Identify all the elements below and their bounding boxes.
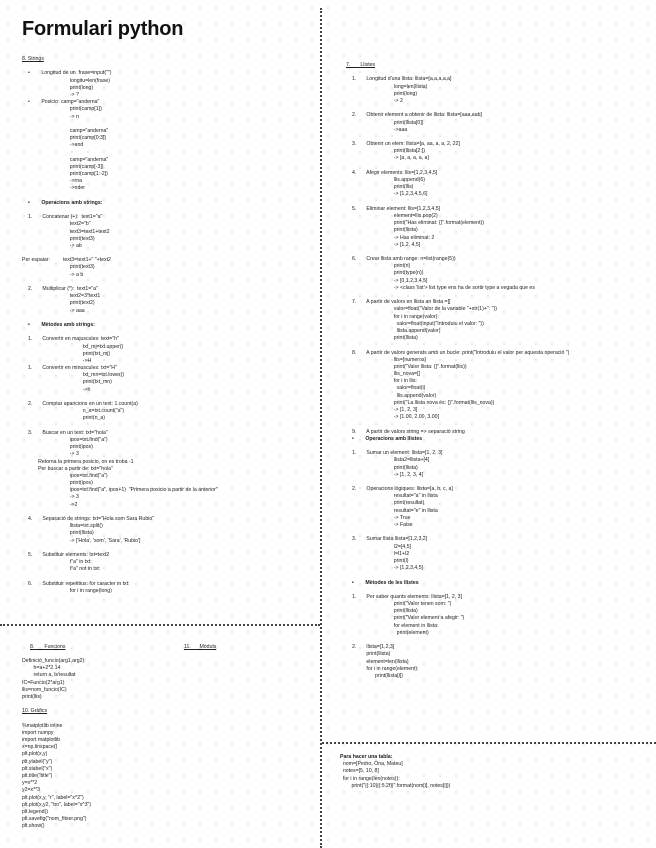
text-line: print(llista) <box>352 464 418 471</box>
text-line: print(n_a) <box>28 415 105 422</box>
text-line: ipos=txt.find("a") <box>28 472 108 479</box>
text-line: print(camp[1:-2]) <box>28 171 108 177</box>
strings-section <box>22 56 318 595</box>
text-line: print("Valor llista: {}".format(llis)) <box>352 363 467 370</box>
text-line: llista2=llista+[4] <box>352 457 430 464</box>
text-line: plt.ylabel("y") <box>22 758 53 765</box>
text-line <box>346 199 654 206</box>
functions-heading: 8. Funcions <box>30 644 66 650</box>
text-line: -> <class 'list'> list type ens ha de sortir type a vegada que es <box>352 284 535 291</box>
text-line <box>346 479 654 486</box>
text-line: text2="b" <box>28 221 91 228</box>
functions-graphics-section <box>22 658 318 831</box>
text-line: print(txt_mn) <box>28 379 112 386</box>
text-line: llis.append(6) <box>352 177 425 183</box>
text-line: print(camp[1]) <box>28 106 102 113</box>
text-line: text3=text1+text2 <box>28 228 110 235</box>
text-line: for i in range(element): <box>352 665 419 672</box>
text-line: Per espaiar: text3=text1+" "+text2 <box>22 257 111 264</box>
text-line: -> ['Hola', 'som', 'Sara', 'Rubio'] <box>28 537 141 544</box>
vertical-dotted-divider <box>320 8 322 848</box>
text-line: return a, b/resultat <box>22 672 76 679</box>
text-line: print(long) <box>28 84 94 91</box>
text-line: x=np.linspace() <box>22 744 58 751</box>
text-line: t"a" in txt: <box>28 559 92 566</box>
text-line: h=a+2*2.14 <box>22 665 61 672</box>
text-line: plt.savefig("nom_fitxer.png") <box>22 816 87 823</box>
text-line: valor=float(input("Introduiu el valor: ")) <box>352 320 484 327</box>
text-line: camp="anderna" <box>28 156 109 163</box>
text-line: • Mètodes de les llistes <box>352 579 419 586</box>
text-line <box>22 394 318 401</box>
text-line: llista.append(valor) <box>352 327 441 334</box>
text-line <box>346 421 654 428</box>
text-line: 1. Convertir en minuscules: txt="H" <box>28 365 117 372</box>
text-line: print(text3) <box>28 264 95 271</box>
text-line: print("La llista nova és: {}".format(llis_nova)) <box>352 399 495 406</box>
text-line: print(l) <box>352 557 409 564</box>
text-line: 5. Substituir elements: txt=text2 <box>28 551 110 558</box>
text-line: 2. llista=[1,2,3] <box>352 644 395 651</box>
text-line <box>22 193 318 200</box>
right-dotted-divider <box>322 742 656 744</box>
text-line: -> 3 <box>28 451 79 458</box>
text-line: Retorna la primera posicio, on es troba -1 <box>28 458 134 465</box>
text-line: -> ab <box>28 242 82 249</box>
page-title: Formulari python <box>22 18 184 40</box>
text-line: -> a b <box>28 271 84 278</box>
text-line: -> 2 <box>352 97 403 104</box>
text-line: 2. Comptar aparicions en un text: 1.count(a) <box>28 401 138 407</box>
text-line <box>346 342 654 349</box>
text-line: notes=[5, 10, 8] <box>340 768 379 775</box>
text-line: ->2 <box>28 501 78 508</box>
text-line: print(llista) <box>352 651 391 658</box>
text-line: • Mètodes amb strings: <box>28 321 95 328</box>
text-line: print("Valor tenen som: ") <box>352 601 452 608</box>
text-line: -> [1.00, 2.00, 3.00] <box>352 414 439 421</box>
text-line: plt.show() <box>22 823 45 830</box>
text-line: -> Has eliminat: 2 <box>352 234 435 241</box>
text-line <box>346 134 654 141</box>
text-line: llis_nova=[] <box>352 371 420 378</box>
text-line: ->nder <box>28 185 85 192</box>
text-line: -> False <box>352 522 413 528</box>
text-line: 6. Substituir repetitius: for caracter in txt: <box>28 580 130 587</box>
text-line: print(n) <box>352 263 411 270</box>
text-line <box>22 545 318 552</box>
text-line: print(llista) <box>352 335 418 342</box>
text-line <box>22 207 318 214</box>
text-line: • Posicio: camp="anderna" <box>28 99 100 106</box>
text-line: print(long) <box>352 90 418 97</box>
text-line: print(text3) <box>28 235 95 242</box>
text-line <box>22 315 318 322</box>
text-line <box>22 63 318 70</box>
text-line: ->h <box>28 386 91 393</box>
text-line: print(llista) <box>352 608 418 615</box>
text-line <box>22 574 318 581</box>
text-line: -> [0,1,2,3,4,5] <box>352 277 428 284</box>
text-line: for i in range(long) <box>28 587 112 594</box>
text-line: print("Valor element a afegir: ") <box>352 615 465 622</box>
text-line: 8. Strings <box>22 56 44 62</box>
text-line <box>22 509 318 516</box>
text-line: -> [1, 2, 3] <box>352 407 418 413</box>
text-line: import matplotlib <box>22 737 61 744</box>
text-line: -> ? <box>28 91 79 98</box>
text-line: 3. Buscar en un text: txt="hola" <box>28 429 108 436</box>
text-line <box>346 587 654 594</box>
text-line: IC=Funcio(2*arg1) <box>22 679 65 686</box>
text-line <box>22 716 318 723</box>
text-line <box>346 572 654 579</box>
text-line <box>346 163 654 170</box>
text-line: import numpy <box>22 729 54 736</box>
text-line: -> [1,2, 4,5] <box>352 241 421 248</box>
text-line: for i in range(len(notes)): <box>340 775 400 782</box>
text-line: ->H <box>28 357 92 364</box>
table-section <box>340 754 650 790</box>
text-line <box>22 121 318 128</box>
text-line: plt.plot(x,y2, "bo", label="x^3") <box>22 801 92 808</box>
text-line: -> n <box>28 113 79 120</box>
text-line: 5. Eliminar element: llis=[1,2,3,4,5] <box>352 205 441 212</box>
text-line: 1. Convertir en majuscules: text="h" <box>28 336 119 343</box>
text-line: print(type(n)) <box>352 270 424 277</box>
text-line: 7. Llistes <box>346 62 376 68</box>
text-line: 1. Per saber quants elements: llista=[1, 2, 3] <box>352 593 463 600</box>
text-line: txt_mn=txt.lower() <box>28 372 125 379</box>
text-line: print(element) <box>352 629 429 636</box>
text-line: print(ipos) <box>28 444 93 451</box>
text-line: y2=x**3 <box>22 787 41 794</box>
text-line: 4. Separació de strings: txt="Hola som Sara Rubio" <box>28 516 155 522</box>
text-line: -> 3 <box>28 494 79 501</box>
text-line: llis.append(valor) <box>352 392 437 399</box>
text-line: valor=float("Valor de la variable "+str(1)+": ")) <box>352 306 497 313</box>
text-line: Definició_funcio(arg1,arg2): <box>22 658 86 664</box>
text-line: Para hacer una tabla: <box>340 754 393 760</box>
text-line: %matplotlib inline <box>22 722 63 729</box>
text-line: plt.plot(x,y) <box>22 751 48 758</box>
text-line <box>346 292 654 299</box>
text-line: l2=[4,5] <box>352 543 411 550</box>
text-line: 1. Sumar un element: llista=[1, 2, 3] <box>352 450 443 457</box>
text-line <box>346 529 654 536</box>
text-line: print(camp[-3]) <box>28 163 104 170</box>
text-line: • Longitud de un frase=input("") <box>28 70 112 77</box>
text-line: ipos=txt.find("a") <box>28 436 108 443</box>
text-line: 8. A partir de valors generats amb un bucle: print("Introduiu el valor per aquesta operació ") <box>352 349 570 356</box>
text-line: long=len(llista) <box>352 83 428 90</box>
text-line: nom=[Pedro, Ona, Mateu] <box>340 761 403 768</box>
text-line: print(llista[2:]) <box>352 148 425 155</box>
text-line: 2. Multiplicar (*): text1="a" <box>28 286 98 292</box>
text-line: print(llista) <box>28 530 94 537</box>
text-line <box>22 279 318 286</box>
text-line: plt.title("title") <box>22 773 53 779</box>
text-line: for i in range(valor): <box>352 313 439 320</box>
text-line: 7. A partir de valors en llista an llista =[] <box>352 299 451 306</box>
text-line <box>22 149 318 156</box>
text-line: llista=txt.split() <box>28 523 103 530</box>
text-line: -> [1,2,3,4,5,6] <box>352 191 428 198</box>
text-line <box>346 105 654 112</box>
text-line: • Operacions amb llistes <box>352 435 423 442</box>
text-line: Per buscar a partir de: txt="hola" <box>28 465 113 472</box>
text-line: ->and <box>28 142 84 149</box>
text-line: • Operacions amb strings: <box>28 199 103 206</box>
text-line: llis=nom_funcio(IC) <box>22 686 67 693</box>
text-line: 4. Afegir elements: llis=[1,2,3,4,5] <box>352 169 438 176</box>
text-line: 2. Obtenir element a obtenir de llista: llista=[aaa,aab] <box>352 112 482 119</box>
text-line: -> [1, 2, 3, 4] <box>352 471 424 478</box>
text-line: longitu=len(frase) <box>28 77 111 84</box>
text-line: element=llis.pop(2) <box>352 212 438 219</box>
text-line <box>22 701 318 708</box>
text-line: valor=float(i) <box>352 385 426 392</box>
text-line: 2. Operacions lògiques: llista=[a, b, c, a] <box>352 486 453 493</box>
text-line: llis=[numeros] <box>352 356 426 363</box>
text-line <box>22 329 318 336</box>
text-line: print("|{:10}|{:5.2f}|".format(nom[i], notes[i])) <box>340 782 451 789</box>
text-line: print(llista[0]) <box>352 119 424 126</box>
text-line: 6. Crear llista amb range: n=list(range(5)) <box>352 256 456 263</box>
text-line: -> [1,2,3,4,5] <box>352 565 424 572</box>
text-line: resultat="e" in llista <box>352 507 438 514</box>
text-line <box>346 443 654 450</box>
text-line: print("Has eliminat: {}".format(element)) <box>352 220 484 227</box>
text-line: for i in llis: <box>352 378 417 385</box>
text-line <box>346 637 654 644</box>
text-line: print(llis) <box>352 184 414 191</box>
text-line: -> [a, a, a, a, a] <box>352 155 429 162</box>
text-line: plt.plot(x,y, "r", label="x^2") <box>22 794 84 801</box>
text-line: txt_mj=txt.upper() <box>28 343 124 350</box>
text-line: t"a" not in txt: <box>28 566 101 573</box>
left-dotted-divider <box>0 624 320 626</box>
text-line: ->rna <box>28 178 83 185</box>
text-line: camp="anderna" <box>28 127 109 134</box>
text-line: print(llis) <box>22 693 42 700</box>
text-line: print(text2) <box>28 300 95 307</box>
text-line: 1. Concatenar (+): text1="a" <box>28 214 103 221</box>
text-line: -> True <box>352 514 411 521</box>
text-line: print(ipos) <box>28 480 93 487</box>
text-line: -> aaa <box>28 307 85 314</box>
text-line: print(camp[0:3]) <box>28 135 107 142</box>
text-line: print(resultat) <box>352 500 425 507</box>
text-line: ipos=txt.find("a", ipos+1) "Primera posicio a partir de la anterior" <box>28 487 218 494</box>
text-line: for element in llista: <box>352 622 439 629</box>
text-line: text2=3*text1 <box>28 293 101 300</box>
text-line <box>22 250 318 257</box>
text-line: 1. Longitud d'una llista: llista=[a,a,a,a,a] <box>352 76 452 83</box>
text-line <box>22 423 318 430</box>
text-line: 3. Obtenir un elem: llista=[a, aa, a, a, 2, 22] <box>352 141 460 148</box>
text-line <box>346 69 654 76</box>
text-line: 10. Gràfics <box>22 708 48 715</box>
text-line: plt.legend() <box>22 808 48 815</box>
lists-section <box>346 62 654 680</box>
text-line: plt.xlabel("x") <box>22 765 53 772</box>
text-line: 3. Sumar llista llista=[1,2,3,2] <box>352 536 428 543</box>
text-line: element=len(llista) <box>352 658 409 665</box>
text-line: resultat="a" in llista <box>352 493 438 500</box>
text-line: n_a=txt.count("a") <box>28 408 125 415</box>
modules-heading: 11. Mòduls <box>184 644 217 650</box>
text-line: print(llista) <box>352 227 418 234</box>
text-line: print(txt_mj) <box>28 350 111 357</box>
text-line: print(llista[i]) <box>352 672 404 679</box>
text-line: l=l1+l2 <box>352 550 410 557</box>
text-line <box>346 249 654 256</box>
text-line: ->aaa <box>352 126 408 133</box>
text-line: 9. A partir de valors string => separació string <box>352 428 465 435</box>
text-line: y=x**2 <box>22 780 38 787</box>
